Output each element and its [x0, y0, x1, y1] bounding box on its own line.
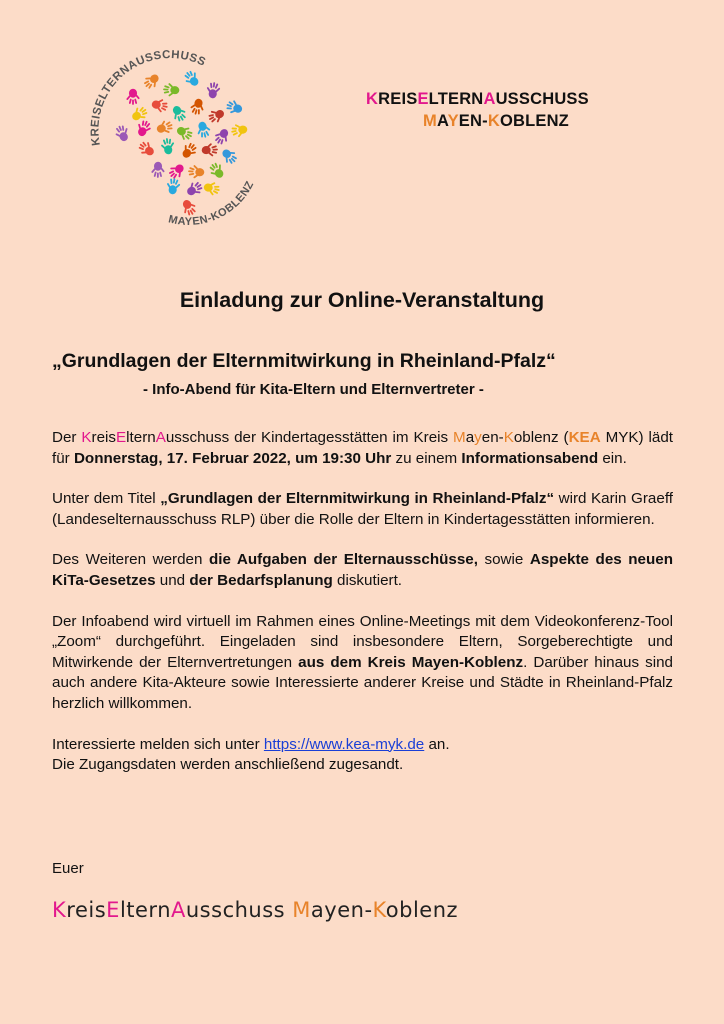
hand-icon: [166, 161, 187, 182]
paragraph-text-run: usschuss der Kindertagesstätten im Kreis: [165, 429, 454, 446]
hand-icon: [206, 160, 227, 181]
paragraph-text-run: oblenz (: [513, 429, 569, 446]
paragraph-text-run: M: [453, 429, 466, 446]
hand-icon: [126, 89, 140, 105]
signature-text-run: ayen-: [310, 898, 373, 922]
paragraph-2: [52, 489, 673, 530]
header-line1-text-run: A: [483, 90, 496, 108]
hand-icon: [160, 137, 176, 155]
hand-icon: [179, 140, 200, 161]
signature-text-run: M: [292, 898, 311, 922]
logo-arc-bottom-text: MAYEN-KOBLENZ: [167, 179, 257, 228]
paragraph-text-run: y: [474, 429, 482, 446]
hand-icon: [212, 126, 232, 147]
paragraph-text-run: K: [81, 429, 92, 446]
hand-icon: [188, 164, 205, 179]
paragraph-text-run: a: [465, 429, 475, 446]
signature-text-run: usschuss: [185, 898, 293, 922]
paragraph-text-run: die Aufgaben der Elternausschüsse,: [209, 551, 478, 569]
paragraph-text-run: Die Zugangsdaten werden anschließend zugesandt.: [52, 756, 404, 774]
closing-text: Euer: [52, 860, 84, 877]
paragraph-text-run: der Bedarfsplanung: [189, 571, 333, 589]
paragraph-text-run: ein.: [598, 449, 627, 467]
event-tagline: - Info-Abend für Kita-Eltern und Elternvertreter -: [143, 381, 484, 398]
paragraph-text-run: wird Karin Graeff (Landeselternausschuss RLP) über die Rolle der Eltern in Kindertagesstätten informieren.: [52, 490, 673, 528]
paragraph-text-run: MYK) lädt für: [52, 429, 673, 467]
paragraph-text-run: KEA: [568, 429, 601, 446]
paragraph-text-run: aus dem Kreis Mayen-Koblenz: [298, 653, 524, 671]
signature-text-run: E: [106, 898, 120, 922]
hand-icon: [155, 118, 175, 136]
paragraph-text-run: Des Weiteren werden: [52, 551, 209, 569]
hand-icon: [163, 82, 180, 97]
hand-icon: [206, 106, 227, 126]
header-line2-text-run: A: [436, 112, 448, 130]
header-line2-text-run: K: [487, 112, 500, 130]
header-line1-text-run: REIS: [378, 90, 418, 108]
paragraph-text-run: Der: [52, 429, 82, 446]
hand-icon: [230, 122, 249, 139]
hand-icon: [151, 162, 165, 178]
invitation-body: [52, 428, 673, 796]
header-line-2: [366, 110, 589, 132]
hand-icon: [201, 143, 218, 158]
paragraph-4: [52, 612, 673, 715]
paragraph-text-run: Unter dem Titel: [52, 490, 161, 508]
paragraph-3: [52, 550, 673, 591]
signature-text-run: K: [372, 898, 386, 922]
kea-logo: [78, 50, 268, 235]
paragraph-text-run: ltern: [126, 429, 156, 446]
hand-icon: [174, 123, 195, 143]
hand-icon: [150, 97, 169, 114]
paragraph-text-run: E: [116, 429, 127, 446]
signature-text-run: reis: [66, 898, 107, 922]
hand-icon: [169, 103, 189, 124]
paragraph-text-run: Der Infoabend wird virtuell im Rahmen eines Online-Meetings mit dem Videokonferenz-Tool „Zoom“ durchgeführt. Eingeladen sind insbesondere Eltern, Sorgeberechtigte und Mitwirkende der Elternvertretungen: [52, 612, 673, 671]
signature: [52, 898, 458, 922]
paragraph-text-run: zu einem: [391, 449, 462, 467]
hand-icon: [165, 177, 181, 195]
hand-icon: [134, 118, 153, 138]
paragraph-text-run: reis: [91, 429, 117, 446]
header-line-1: [366, 88, 589, 110]
header-line2-text-run: Y: [447, 112, 459, 130]
hand-icon: [141, 71, 162, 92]
paragraph-text-run: Informationsabend: [461, 449, 599, 467]
hand-icon: [189, 97, 207, 116]
signature-text-run: ltern: [119, 898, 171, 922]
hand-icon: [205, 81, 221, 99]
header-line1-text-run: LTERN: [428, 90, 484, 108]
hand-icon: [113, 123, 132, 143]
website-link[interactable]: https://www.kea-myk.de: [263, 735, 425, 753]
paragraph-text-run: K: [503, 429, 514, 446]
hand-icon: [181, 68, 202, 89]
paragraph-text-run: . Darüber hinaus sind auch andere Kita-Akteure sowie Interessierte anderer Kreise und Städte in Rheinland-Pfalz herzlich willkommen.: [52, 653, 673, 712]
paragraph-text-run: und: [155, 571, 190, 589]
signature-text-run: K: [52, 898, 67, 922]
header-line2-text-run: OBLENZ: [499, 112, 569, 130]
paragraph-text-run: en-: [481, 429, 504, 446]
hand-icon: [195, 120, 213, 139]
paragraph-text-run: diskutiert.: [332, 571, 403, 589]
paragraph-1: [52, 428, 673, 469]
hands-cluster: [113, 68, 249, 218]
header-line2-text-run: M: [423, 112, 437, 130]
paragraph-text-run: Donnerstag, 17. Februar 2022, um 19:30 Uhr: [73, 449, 392, 467]
organization-header: [366, 88, 589, 132]
paragraph-text-run: Interessierte melden sich unter: [52, 735, 264, 753]
hand-icon: [179, 197, 199, 218]
paragraph-text-run: „Grundlagen der Elternmitwirkung in Rheinland-Pfalz“: [160, 490, 555, 508]
paragraph-5: [52, 735, 673, 776]
header-line1-text-run: E: [417, 90, 429, 108]
hand-icon: [136, 139, 157, 160]
paragraph-text-run: an.: [424, 735, 450, 753]
signature-text-run: A: [171, 898, 186, 922]
hand-icon: [184, 179, 205, 200]
header-line1-text-run: K: [366, 90, 379, 108]
paragraph-text-run: sowie: [477, 551, 530, 569]
hand-icon: [202, 180, 221, 197]
header-line2-text-run: EN-: [458, 112, 488, 130]
page-title: Einladung zur Online-Veranstaltung: [179, 288, 545, 312]
paragraph-text-run: A: [155, 429, 166, 446]
event-subtitle: „Grundlagen der Elternmitwirkung in Rheinland-Pfalz“: [52, 350, 556, 372]
logo-arc-top-text: KREISELTERNAUSSCHUSS: [89, 50, 208, 147]
signature-text-run: oblenz: [385, 898, 459, 922]
hand-icon: [219, 146, 240, 167]
paragraph-text-run: Aspekte des neuen KiTa-Gesetzes: [52, 551, 673, 589]
header-line1-text-run: USSCHUSS: [495, 90, 589, 108]
hand-icon: [224, 98, 244, 117]
